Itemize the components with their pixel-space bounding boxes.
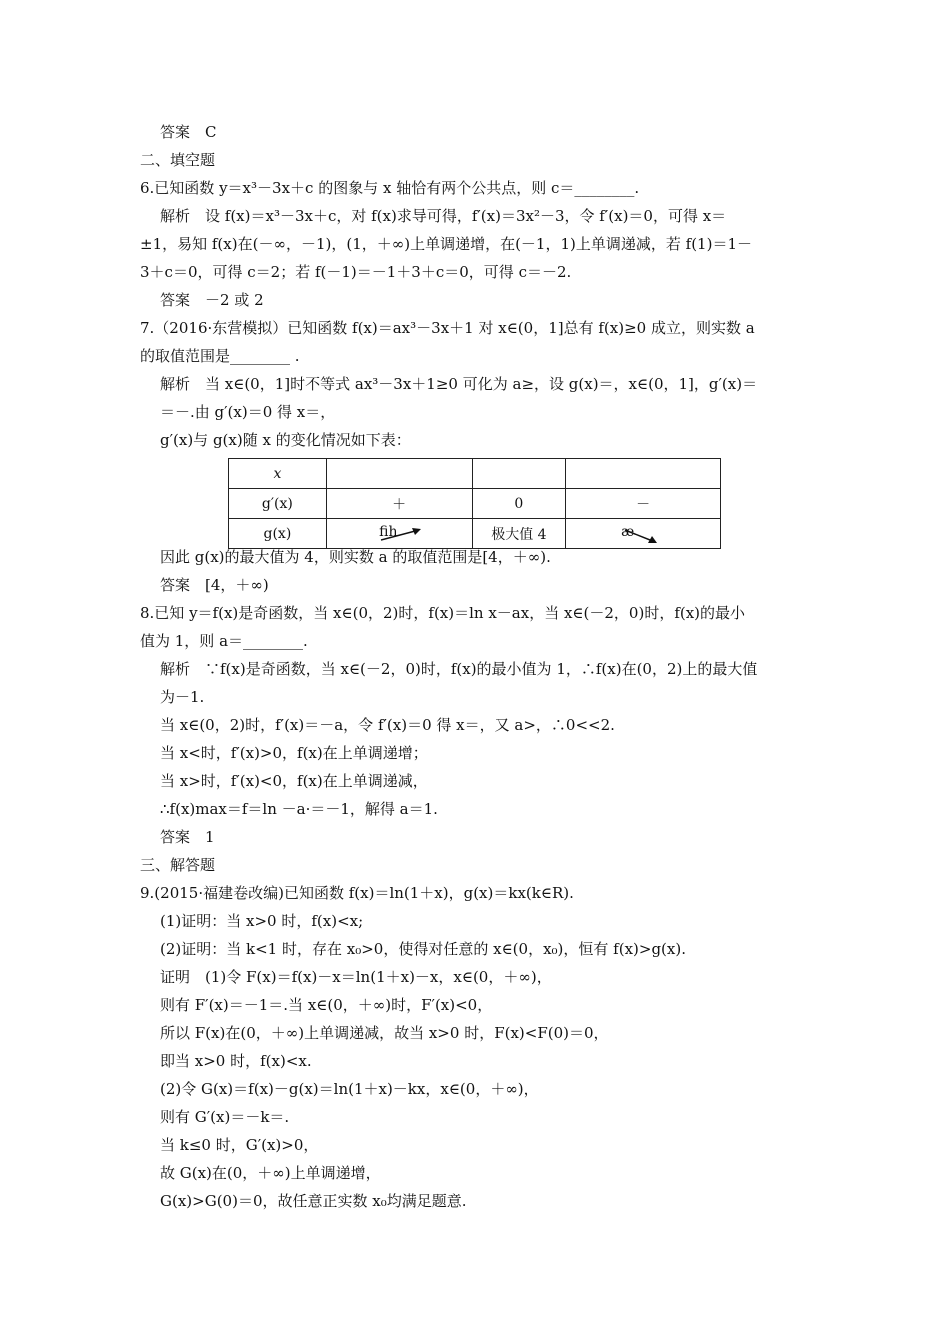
q8-solution-line: 当 x∈(0，2)时，f′(x)＝－a，令 f′(x)＝0 得 x＝，又 a>，∴0<<2. <box>160 716 615 734</box>
answer-5: 答案 C <box>160 123 217 141</box>
q7-stem: 7.（2016·东营模拟）已知函数 f(x)＝ax³－3x＋1 对 x∈(0，1]总有 f(x)≥0 成立，则实数 a <box>140 319 755 337</box>
q7-solution-line: ＝－.由 g′(x)＝0 得 x＝， <box>160 403 336 421</box>
table-cell <box>326 459 472 489</box>
q9-proof-line: 所以 F(x)在(0，＋∞)上单调递减，故当 x>0 时，F(x)<F(0)＝0， <box>160 1024 609 1042</box>
q9-part2: (2)证明：当 k<1 时，存在 x₀>0，使得对任意的 x∈(0，x₀)，恒有 f(x)>g(x). <box>160 940 686 958</box>
q7-stem: 的取值范围是________ . <box>140 347 300 365</box>
q9-proof-line: 证明 (1)令 F(x)＝f(x)－x＝ln(1＋x)－x，x∈(0，＋∞)， <box>160 968 552 986</box>
q6-solution-line: 3＋c＝0，可得 c＝2；若 f(－1)＝－1＋3＋c＝0，可得 c＝－2. <box>140 263 572 281</box>
increasing-arrow-icon <box>369 524 429 544</box>
q9-proof-line: 故 G(x)在(0，＋∞)上单调递增， <box>160 1164 381 1182</box>
q7-solution-line: 解析 当 x∈(0，1]时不等式 ax³－3x＋1≥0 可化为 a≥，设 g(x)＝，x∈(0，1]，g′(x)＝ <box>160 375 758 393</box>
up-arrow-icon <box>369 524 429 544</box>
answer-8: 答案 1 <box>160 828 215 846</box>
q9-proof-line: 即当 x>0 时，f(x)<x. <box>160 1052 312 1070</box>
q9-stem: 9.(2015·福建卷改编)已知函数 f(x)＝ln(1＋x)，g(x)＝kx(k∈R). <box>140 884 574 902</box>
table-row <box>229 459 721 489</box>
decreasing-arrow-icon <box>613 524 673 544</box>
table-cell: g(x) <box>229 519 327 549</box>
decreasing-glyph: æ <box>621 523 635 540</box>
table-cell <box>566 459 721 489</box>
q6-solution-line: 解析 设 f(x)＝x³－3x＋c，对 f(x)求导可得，f′(x)＝3x²－3，令 f′(x)＝0，可得 x＝ <box>160 207 727 225</box>
q8-solution-line: 当 x<时，f′(x)>0，f(x)在上单调递增； <box>160 744 428 762</box>
table-cell: x <box>229 459 327 489</box>
answer-6: 答案 －2 或 2 <box>160 291 264 309</box>
answer-7: 答案 [4，＋∞) <box>160 576 269 594</box>
section-solve: 三、解答题 <box>140 856 216 874</box>
q9-proof-line: 则有 G′(x)＝－k＝. <box>160 1108 290 1126</box>
table-row <box>229 519 721 549</box>
table-cell <box>472 459 566 489</box>
q7-conclusion: 因此 g(x)的最大值为 4，则实数 a 的取值范围是[4，＋∞). <box>160 548 551 566</box>
q9-proof-line: G(x)>G(0)＝0，故任意正实数 x₀均满足题意. <box>160 1192 467 1210</box>
table-cell <box>566 519 721 549</box>
table-cell: － <box>566 489 721 519</box>
q8-solution-line: ∴f(x)max＝f＝ln －a·＝－1，解得 a＝1. <box>160 800 438 818</box>
table-cell: g′(x) <box>229 489 327 519</box>
variation-table <box>228 458 721 549</box>
table-cell: ＋ <box>326 489 472 519</box>
section-fill-blank: 二、填空题 <box>140 151 216 169</box>
table-row <box>229 489 721 519</box>
down-arrow-icon <box>613 524 673 544</box>
table-cell: 0 <box>472 489 566 519</box>
q8-solution-line: 为－1. <box>160 688 205 706</box>
increasing-glyph: ﬁh <box>379 523 398 540</box>
q8-stem: 值为 1，则 a＝________. <box>140 632 308 650</box>
q7-solution-line: g′(x)与 g(x)随 x 的变化情况如下表： <box>160 431 411 449</box>
q6-stem: 6.已知函数 y＝x³－3x＋c 的图象与 x 轴恰有两个公共点，则 c＝________. <box>140 179 640 197</box>
q9-proof-line: 当 k≤0 时，G′(x)>0， <box>160 1136 319 1154</box>
q8-solution-line: 当 x>时，f′(x)<0，f(x)在上单调递减， <box>160 772 428 790</box>
q8-solution-line: 解析 ∵f(x)是奇函数，当 x∈(－2，0)时，f(x)的最小值为 1，∴f(x)在(0，2)上的最大值 <box>160 660 758 678</box>
q9-proof-line: (2)令 G(x)＝f(x)－g(x)＝ln(1＋x)－kx，x∈(0，＋∞)， <box>160 1080 539 1098</box>
table-cell <box>326 519 472 549</box>
q6-solution-line: ±1，易知 f(x)在(－∞，－1)，(1，＋∞)上单调递增，在(－1，1)上单调递减，若 f(1)＝1－ <box>140 235 752 253</box>
q8-stem: 8.已知 y＝f(x)是奇函数，当 x∈(0，2)时，f(x)＝ln x－ax，当 x∈(－2，0)时，f(x)的最小 <box>140 604 746 622</box>
q9-part1: (1)证明：当 x>0 时，f(x)<x; <box>160 912 364 930</box>
q9-proof-line: 则有 F′(x)＝－1＝.当 x∈(0，＋∞)时，F′(x)<0， <box>160 996 493 1014</box>
table-cell: 极大值 4 <box>472 519 566 549</box>
